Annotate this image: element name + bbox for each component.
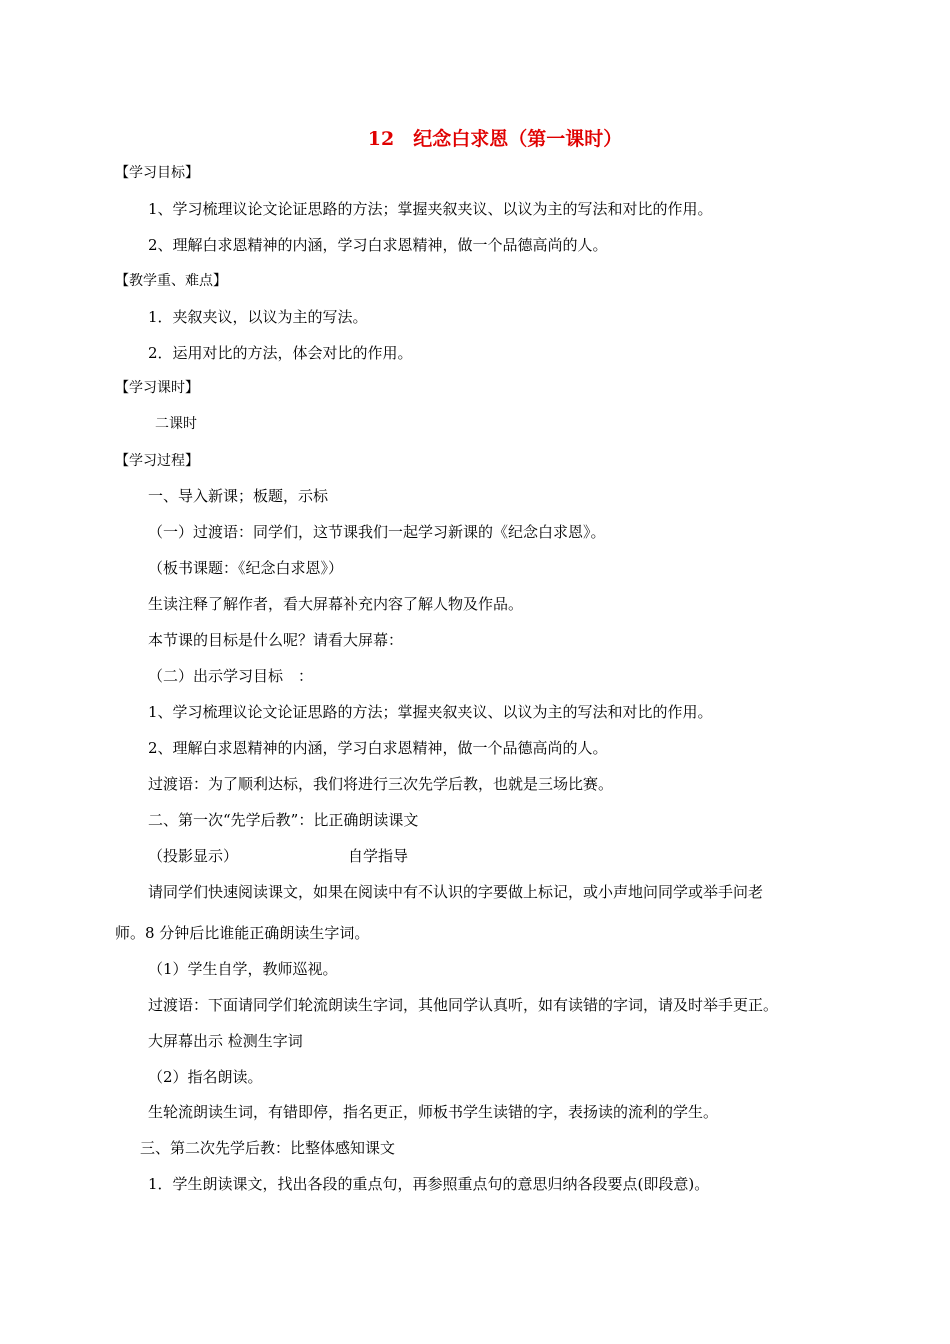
projection-label: （投影显示） [148, 847, 239, 865]
key-point-1: 1．夹叙夹议，以议为主的写法。 [148, 308, 368, 326]
section-heading-goals: 【学习目标】 [115, 165, 199, 181]
board-title-note: （板书课题：《纪念白求恩》） [148, 559, 344, 577]
instruction-line-2: 师。8 分钟后比谁能正确朗读生字词。 [115, 924, 370, 942]
instruction-line-1: 请同学们快速阅读课文，如果在阅读中有不认识的字要做上标记，或小声地问同学或举手问老 [148, 883, 764, 901]
transition-line-2: 过渡语：下面请同学们轮流朗读生字词，其他同学认真听，如有读错的字词，请及时举手更正。 [148, 996, 779, 1014]
document-title: 12 纪念白求恩（第一课时） [367, 128, 623, 150]
process-step-1-b: （二）出示学习目标 ： [148, 667, 314, 685]
process-step-1: 一、导入新课；板题，示标 [148, 487, 329, 505]
transition-line-1: 过渡语：为了顺利达标，我们将进行三次先学后教，也就是三场比赛。 [148, 775, 614, 793]
process-step-2: 二、第一次“先学后教”：比正确朗读课文 [148, 811, 419, 829]
section-heading-process: 【学习过程】 [115, 453, 199, 469]
section-heading-key-points: 【教学重、难点】 [115, 273, 227, 289]
projection-line [148, 846, 408, 866]
read-notes-line: 生读注释了解作者，看大屏幕补充内容了解人物及作品。 [148, 595, 524, 613]
goal-question-line: 本节课的目标是什么呢？请看大屏幕： [148, 631, 404, 649]
hours-value: 二课时 [155, 416, 197, 432]
goal-item-1: 1、学习梳理议论文论证思路的方法；掌握夹叙夹议、以议为主的写法和对比的作用。 [148, 200, 713, 218]
sub-step-2: （2）指名朗读。 [148, 1068, 263, 1086]
screen-check-line: 大屏幕出示 检测生字词 [148, 1032, 303, 1050]
self-study-guide-label: 自学指导 [348, 847, 409, 865]
key-point-2: 2．运用对比的方法，体会对比的作用。 [148, 344, 413, 362]
process-goal-2: 2、理解白求恩精神的内涵，学习白求恩精神，做一个品德高尚的人。 [148, 739, 608, 757]
goal-item-2: 2、理解白求恩精神的内涵，学习白求恩精神，做一个品德高尚的人。 [148, 236, 608, 254]
process-step-3: 三、第二次先学后教：比整体感知课文 [140, 1139, 396, 1157]
process-step-1-a: （一）过渡语：同学们，这节课我们一起学习新课的《纪念白求恩》。 [148, 523, 606, 541]
section-heading-hours: 【学习课时】 [115, 380, 199, 396]
process-step-3-1: 1．学生朗读课文，找出各段的重点句，再参照重点句的意思归纳各段要点(即段意)。 [148, 1175, 710, 1193]
process-goal-1: 1、学习梳理议论文论证思路的方法；掌握夹叙夹议、以议为主的写法和对比的作用。 [148, 703, 713, 721]
student-reading-line: 生轮流朗读生词，有错即停，指名更正，师板书学生读错的字，表扬读的流利的学生。 [148, 1103, 719, 1121]
sub-step-1: （1）学生自学，教师巡视。 [148, 960, 338, 978]
